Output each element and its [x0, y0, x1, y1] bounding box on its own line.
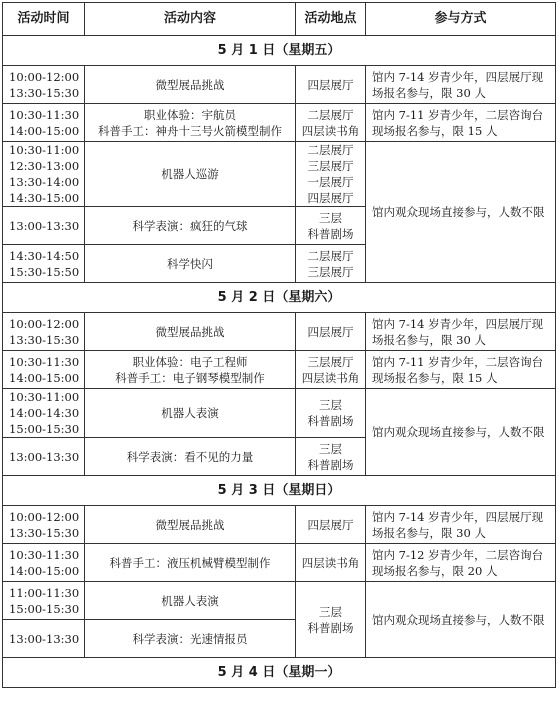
- method-cell: 馆内 7-14 岁青少年，四层展厅现 场报名参与，限 30 人: [366, 313, 556, 351]
- day-title: 5 月 4 日（星期一）: [3, 658, 556, 688]
- day-row: [3, 476, 556, 506]
- content-cell: 微型展品挑战: [85, 506, 296, 544]
- table-row: [3, 66, 556, 104]
- table-row: [3, 142, 556, 207]
- method-cell: 馆内 7-14 岁青少年，四层展厅现 场报名参与，限 30 人: [366, 506, 556, 544]
- header-content: 活动内容: [85, 3, 296, 36]
- day-row: [3, 36, 556, 66]
- time-cell: 10:00-12:00 13:30-15:30: [3, 506, 85, 544]
- content-cell: 微型展品挑战: [85, 313, 296, 351]
- place-cell: 三层 科普剧场: [296, 207, 366, 245]
- time-cell: 13:00-13:30: [3, 207, 85, 245]
- table-row: [3, 389, 556, 438]
- table-row: [3, 582, 556, 620]
- content-cell: 职业体验：宇航员 科普手工：神舟十三号火箭模型制作: [85, 104, 296, 142]
- method-cell: 馆内观众现场直接参与，人数不限: [366, 142, 556, 283]
- content-cell: 科学表演：看不见的力量: [85, 438, 296, 476]
- time-cell: 14:30-14:50 15:30-15:50: [3, 245, 85, 283]
- day-row: [3, 283, 556, 313]
- content-cell: 机器人表演: [85, 582, 296, 620]
- method-cell: 馆内 7-11 岁青少年，二层咨询台 现场报名参与，限 15 人: [366, 351, 556, 389]
- time-cell: 10:30-11:00 12:30-13:00 13:30-14:00 14:30-15:00: [3, 142, 85, 207]
- time-cell: 11:00-11:30 15:00-15:30: [3, 582, 85, 620]
- time-cell: 10:30-11:00 14:00-14:30 15:00-15:30: [3, 389, 85, 438]
- content-cell: 职业体验：电子工程师 科普手工：电子钢琴模型制作: [85, 351, 296, 389]
- place-cell: 二层展厅 四层读书角: [296, 104, 366, 142]
- place-cell: 四层展厅: [296, 66, 366, 104]
- time-cell: 10:30-11:30 14:00-15:00: [3, 104, 85, 142]
- time-cell: 10:30-11:30 14:00-15:00: [3, 351, 85, 389]
- table-row: [3, 104, 556, 142]
- method-cell: 馆内 7-11 岁青少年，二层咨询台 现场报名参与，限 15 人: [366, 104, 556, 142]
- place-cell: 三层 科普剧场: [296, 582, 366, 658]
- header-place: 活动地点: [296, 3, 366, 36]
- content-cell: 机器人巡游: [85, 142, 296, 207]
- method-cell: 馆内观众现场直接参与，人数不限: [366, 582, 556, 658]
- content-cell: 微型展品挑战: [85, 66, 296, 104]
- place-cell: 二层展厅 三层展厅: [296, 245, 366, 283]
- time-cell: 10:00-12:00 13:30-15:30: [3, 66, 85, 104]
- time-cell: 13:00-13:30: [3, 438, 85, 476]
- day-row: [3, 658, 556, 688]
- place-cell: 三层展厅 四层读书角: [296, 351, 366, 389]
- content-cell: 科学快闪: [85, 245, 296, 283]
- content-cell: 机器人表演: [85, 389, 296, 438]
- time-cell: 10:00-12:00 13:30-15:30: [3, 313, 85, 351]
- place-cell: 三层 科普剧场: [296, 389, 366, 438]
- content-cell: 科学表演：疯狂的气球: [85, 207, 296, 245]
- method-cell: 馆内 7-12 岁青少年，二层咨询台 现场报名参与，限 20 人: [366, 544, 556, 582]
- content-cell: 科学表演：光速情报员: [85, 620, 296, 658]
- place-cell: 四层展厅: [296, 506, 366, 544]
- method-cell: 馆内观众现场直接参与，人数不限: [366, 389, 556, 476]
- day-title: 5 月 1 日（星期五）: [3, 36, 556, 66]
- table-row: [3, 351, 556, 389]
- content-cell: 科普手工：液压机械臂模型制作: [85, 544, 296, 582]
- table-row: [3, 506, 556, 544]
- time-cell: 13:00-13:30: [3, 620, 85, 658]
- place-cell: 四层展厅: [296, 313, 366, 351]
- method-cell: 馆内 7-14 岁青少年，四层展厅现 场报名参与，限 30 人: [366, 66, 556, 104]
- table-row: [3, 544, 556, 582]
- day-title: 5 月 2 日（星期六）: [3, 283, 556, 313]
- header-row: [3, 3, 556, 36]
- table-row: [3, 313, 556, 351]
- header-method: 参与方式: [366, 3, 556, 36]
- time-cell: 10:30-11:30 14:00-15:00: [3, 544, 85, 582]
- place-cell: 三层 科普剧场: [296, 438, 366, 476]
- place-cell: 二层展厅 三层展厅 一层展厅 四层展厅: [296, 142, 366, 207]
- header-time: 活动时间: [3, 3, 85, 36]
- schedule-table: [2, 2, 556, 688]
- place-cell: 四层读书角: [296, 544, 366, 582]
- day-title: 5 月 3 日（星期日）: [3, 476, 556, 506]
